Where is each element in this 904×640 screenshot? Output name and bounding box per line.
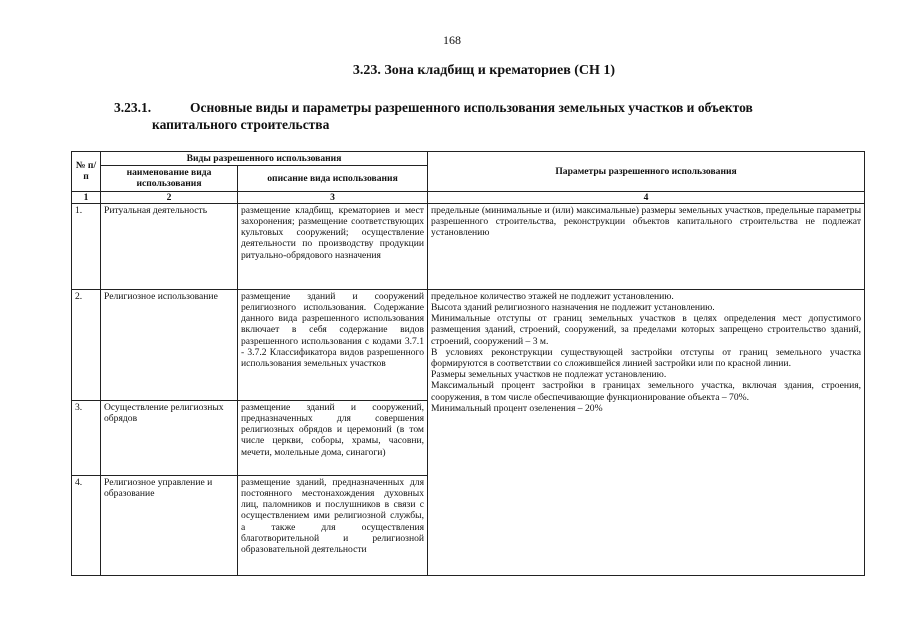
header-group: Виды разрешенного использования — [101, 152, 428, 166]
row-name: Религиозное использование — [101, 289, 238, 400]
col-number: 4 — [428, 191, 865, 203]
param-line: Минимальные отступы от границ земельных участков в целях определения мест допустимого размещения зданий, строений, сооружений, за пределами которых запрещено строительство зданий, строений, сооружений – 3 м. — [431, 313, 862, 347]
subsection-number: 3.23.1. — [114, 100, 152, 115]
row-name: Осуществление религиозных обрядов — [101, 400, 238, 475]
row-num: 3. — [72, 400, 101, 475]
row-desc: размещение зданий и сооружений, предназначенных для совершения религиозных обрядов и церемоний (в том числе церкви, соборы, храмы, часовни, мечети, молельные дома, синагоги) — [238, 400, 428, 475]
col-number: 2 — [101, 191, 238, 203]
row-desc: размещение зданий и сооружений религиозного использования. Содержание данного вида разрешенного использования включает в себя содержание видов разрешенного использования с кодами 3.7.1 - 3.7.2 Классификатора видов разрешенного использования земельных участков — [238, 289, 428, 400]
column-number-row — [72, 191, 865, 203]
row-num: 4. — [72, 475, 101, 575]
col-number: 3 — [238, 191, 428, 203]
row-params: предельные (минимальные и (или) максимальные) размеры земельных участков, предельные параметры разрешенного строительства, реконструкции объектов капитального строительства не подлежат установлению — [428, 203, 865, 289]
row-num: 2. — [72, 289, 101, 400]
header-desc: описание вида использования — [238, 166, 428, 191]
param-line: В условиях реконструкции существующей застройки отступы от границ земельного участка формируются в соответствии со сложившейся линией застройки или по красной линии. — [431, 346, 862, 370]
header-params: Параметры разрешенного использования — [428, 152, 865, 192]
table-row — [72, 203, 865, 289]
shared-params-cell — [428, 289, 865, 575]
col-number: 1 — [72, 191, 101, 203]
param-line: Высота зданий религиозного назначения не подлежит установлению. — [431, 302, 715, 314]
param-line: Минимальный процент озеленения – 20% — [431, 402, 603, 414]
param-line: Размеры земельных участков не подлежат установлению. — [431, 369, 667, 381]
param-line: предельное количество этажей не подлежит установлению. — [431, 290, 674, 302]
header-num: № п/п — [72, 152, 101, 192]
row-desc: размещение кладбищ, крематориев и мест захоронения; размещение соответствующих культовых сооружений; осуществление деятельности по производству продукции ритуально-обрядового назначения — [238, 203, 428, 289]
page-number: 168 — [443, 33, 461, 47]
header-name: наименование вида использования — [101, 166, 238, 191]
subsection-heading — [114, 99, 858, 133]
row-num: 1. — [72, 203, 101, 289]
table-header-row — [72, 152, 865, 166]
row-name: Ритуальная деятельность — [101, 203, 238, 289]
section-title: 3.23. Зона кладбищ и крематориев (СН 1) — [352, 63, 616, 78]
permitted-use-table — [71, 151, 865, 576]
param-line: Максимальный процент застройки в границах земельного участка, включая здания, строения, сооружения, в том числе обеспечивающие функционирование объекта – 70%. — [431, 380, 862, 403]
table-row — [72, 289, 865, 400]
subsection-title-line2: капитального строительства — [152, 117, 330, 132]
row-name: Религиозное управление и образование — [101, 475, 238, 575]
subsection-title-line1: Основные виды и параметры разрешенного использования земельных участков и объектов — [190, 100, 753, 115]
row-desc: размещение зданий, предназначенных для постоянного местонахождения духовных лиц, паломников и послушников в связи с осуществлением ими религиозной службы, а также для осуществления благотворительной и религиозной образовательной деятельности — [238, 475, 428, 575]
